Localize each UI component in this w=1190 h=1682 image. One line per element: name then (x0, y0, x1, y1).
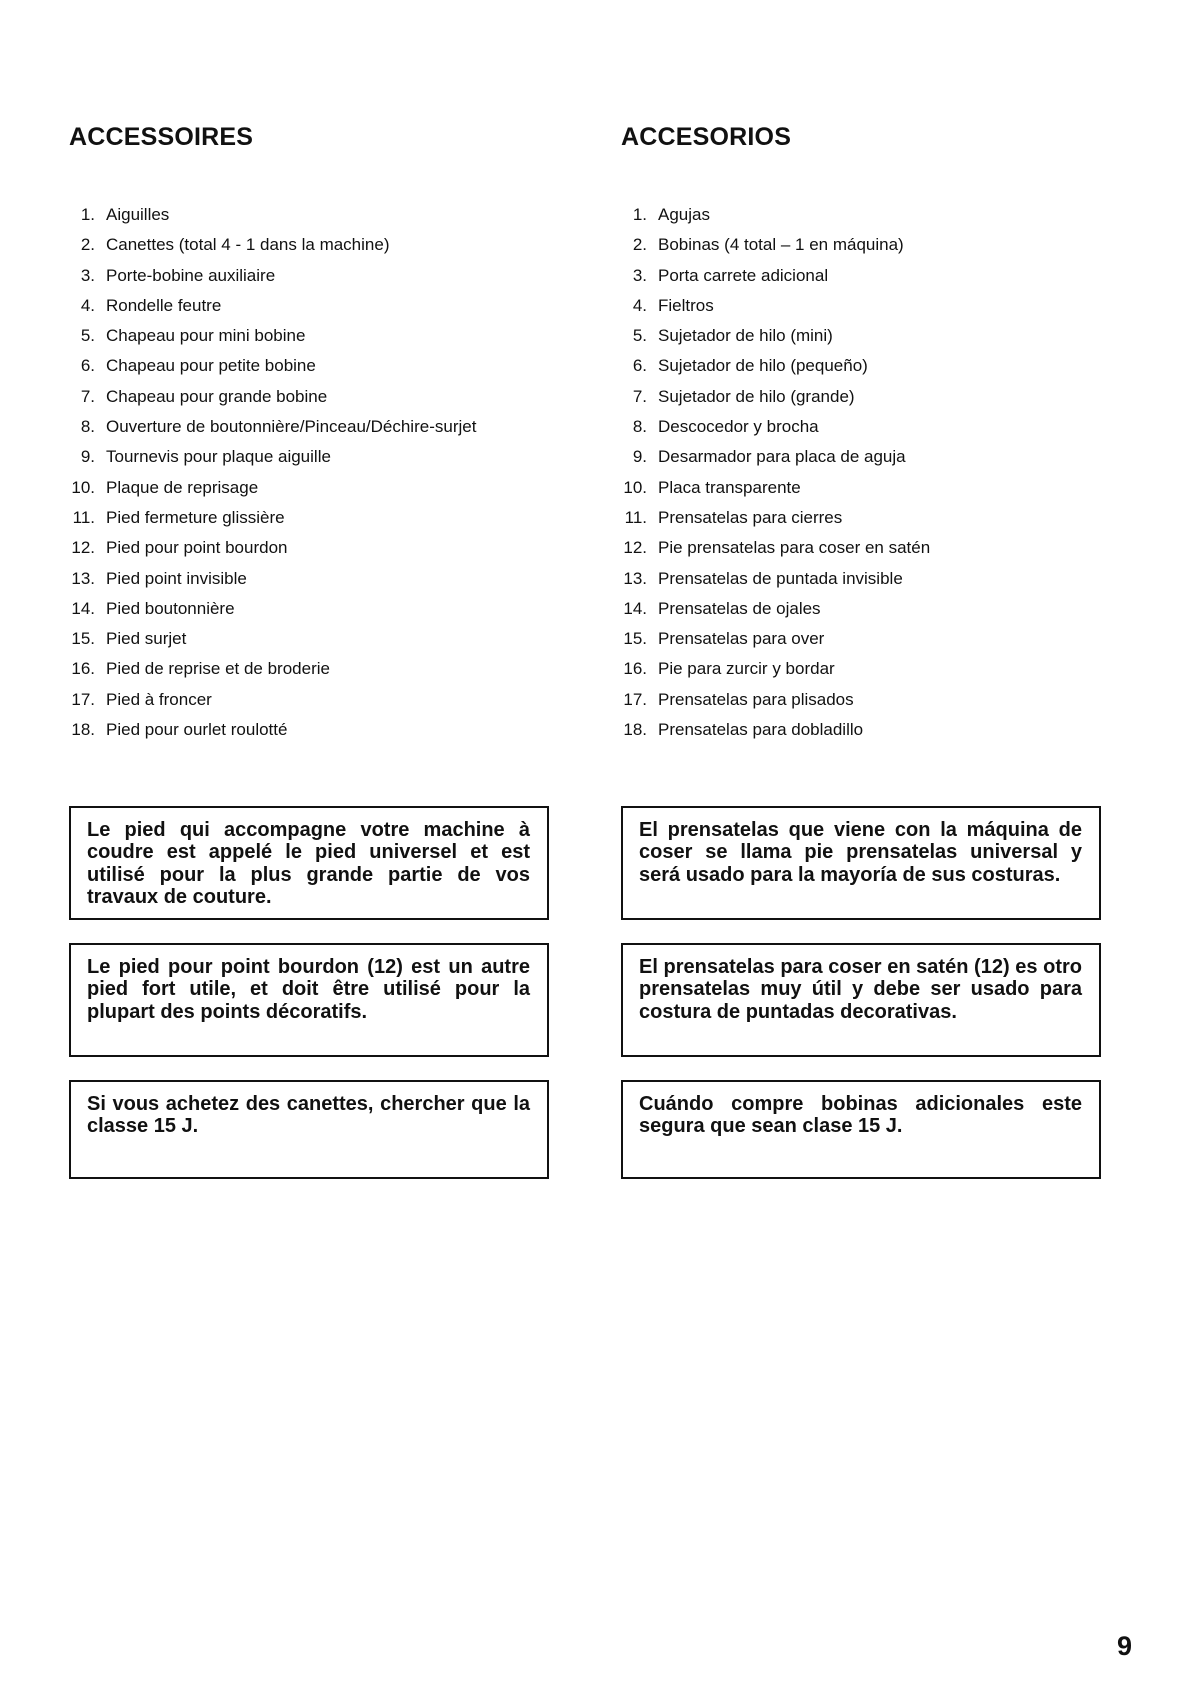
list-item (60, 594, 476, 624)
list-item (60, 230, 476, 260)
french-note-satin-foot: Le pied pour point bourdon (12) est un autre pied fort utile, et doit être utilisé pour la plupart des points décoratifs. (69, 943, 549, 1057)
item-number: 15. (71, 629, 95, 649)
item-text: Chapeau pour mini bobine (106, 326, 306, 346)
list-item (612, 564, 930, 594)
list-item (60, 200, 476, 230)
list-item (60, 624, 476, 654)
item-number: 18. (623, 720, 647, 740)
item-number: 17. (623, 689, 647, 709)
item-text: Fieltros (658, 295, 714, 315)
item-number: 7. (80, 386, 95, 406)
item-text: Agujas (658, 205, 710, 224)
item-number: 3. (80, 265, 95, 285)
item-number: 9. (632, 447, 647, 467)
list-item (60, 351, 476, 381)
french-note-universal-foot: Le pied qui accompagne votre machine à coudre est appelé le pied universel et est utilisé pour la plus grande partie de vos travaux de couture. (69, 806, 549, 920)
item-number: 5. (80, 326, 95, 346)
item-text: Plaque de reprisage (106, 477, 259, 497)
item-text: Placa transparente (658, 477, 801, 497)
item-text: Chapeau pour petite bobine (106, 356, 316, 376)
list-item (612, 685, 930, 715)
spanish-heading: ACCESORIOS (621, 123, 792, 151)
item-number: 18. (71, 720, 95, 740)
item-text: Aiguilles (106, 205, 170, 224)
item-text: Sujetador de hilo (grande) (658, 386, 855, 406)
item-number: 13. (71, 568, 95, 588)
item-number: 17. (71, 689, 95, 709)
item-text: Sujetador de hilo (mini) (658, 326, 833, 346)
item-text: Bobinas (4 total – 1 en máquina) (658, 235, 904, 255)
list-item (612, 503, 930, 533)
list-item (612, 473, 930, 503)
item-text: Pied pour point bourdon (106, 538, 288, 558)
list-item (612, 230, 930, 260)
list-item (60, 291, 476, 321)
item-number: 4. (632, 295, 647, 315)
french-heading: ACCESSOIRES (69, 123, 254, 151)
spanish-note-universal-foot: El prensatelas que viene con la máquina de coser se llama pie prensatelas universal y será usado para la mayoría de sus costuras. (621, 806, 1101, 920)
item-text: Prensatelas para over (658, 629, 825, 649)
item-number: 14. (71, 598, 95, 618)
list-item (612, 351, 930, 381)
item-number: 11. (72, 507, 95, 527)
item-text: Prensatelas para dobladillo (658, 720, 864, 740)
item-number: 15. (623, 629, 647, 649)
item-text: Pied à froncer (106, 689, 212, 709)
item-text: Ouverture de boutonnière/Pinceau/Déchire-surjet (106, 417, 477, 437)
item-text: Pied point invisible (106, 568, 247, 588)
item-text: Prensatelas para cierres (658, 507, 843, 527)
item-text: Porta carrete adicional (658, 265, 829, 285)
list-item (60, 533, 476, 563)
list-item (60, 382, 476, 412)
item-text: Desarmador para placa de aguja (658, 447, 906, 467)
list-item (60, 654, 476, 684)
list-item (612, 321, 930, 351)
list-item (60, 503, 476, 533)
item-text: Pie para zurcir y bordar (658, 659, 835, 679)
item-number: 8. (80, 417, 95, 437)
item-number: 1. (80, 205, 95, 224)
list-item (612, 624, 930, 654)
french-accessory-list (60, 200, 476, 745)
item-number: 1. (632, 205, 647, 224)
item-number: 5. (632, 326, 647, 346)
spanish-note-satin-foot: El prensatelas para coser en satén (12) es otro prensatelas muy útil y debe ser usado para costura de puntadas decorativas. (621, 943, 1101, 1057)
list-item (612, 654, 930, 684)
item-number: 8. (632, 417, 647, 437)
french-note-bobbins: Si vous achetez des canettes, chercher que la classe 15 J. (69, 1080, 549, 1179)
item-text: Pied boutonnière (106, 598, 235, 618)
list-item (60, 321, 476, 351)
item-number: 13. (623, 568, 647, 588)
item-number: 11. (624, 507, 647, 527)
list-item (60, 564, 476, 594)
item-text: Pied fermeture glissière (106, 507, 285, 527)
item-number: 14. (623, 598, 647, 618)
item-text: Pied pour ourlet roulotté (106, 720, 288, 740)
page-number: 9 (1116, 1631, 1132, 1661)
item-text: Prensatelas de ojales (658, 598, 821, 618)
item-number: 10. (71, 477, 95, 497)
list-item (612, 261, 930, 291)
item-text: Canettes (total 4 - 1 dans la machine) (106, 235, 390, 255)
list-item (612, 291, 930, 321)
item-text: Tournevis pour plaque aiguille (106, 447, 331, 467)
item-text: Pie prensatelas para coser en satén (658, 538, 931, 558)
list-item (60, 442, 476, 472)
item-text: Prensatelas de puntada invisible (658, 568, 903, 588)
list-item (612, 442, 930, 472)
item-number: 2. (632, 235, 647, 255)
item-number: 9. (80, 447, 95, 467)
list-item (60, 412, 476, 442)
item-text: Rondelle feutre (106, 295, 222, 315)
list-item (60, 685, 476, 715)
list-item (612, 200, 930, 230)
spanish-column (552, 0, 1152, 800)
item-text: Pied de reprise et de broderie (106, 659, 330, 679)
list-item (612, 533, 930, 563)
item-text: Descocedor y brocha (658, 417, 819, 437)
item-number: 12. (623, 538, 647, 558)
list-item (612, 594, 930, 624)
item-text: Prensatelas para plisados (658, 689, 854, 709)
item-number: 2. (80, 235, 95, 255)
item-text: Sujetador de hilo (pequeño) (658, 356, 868, 376)
list-item (612, 715, 930, 745)
item-number: 6. (80, 356, 95, 376)
list-item (612, 382, 930, 412)
spanish-note-bobbins: Cuándo compre bobinas adicionales este segura que sean clase 15 J. (621, 1080, 1101, 1179)
item-number: 16. (623, 659, 647, 679)
list-item (60, 473, 476, 503)
list-item (612, 412, 930, 442)
list-item (60, 261, 476, 291)
item-number: 10. (623, 477, 647, 497)
item-number: 6. (632, 356, 647, 376)
spanish-accessory-list (612, 200, 930, 745)
french-column (0, 0, 600, 800)
item-number: 4. (80, 295, 95, 315)
item-number: 16. (71, 659, 95, 679)
item-text: Porte-bobine auxiliaire (106, 265, 276, 285)
item-number: 12. (71, 538, 95, 558)
list-item (60, 715, 476, 745)
item-number: 7. (632, 386, 647, 406)
item-text: Chapeau pour grande bobine (106, 386, 328, 406)
item-number: 3. (632, 265, 647, 285)
item-text: Pied surjet (106, 629, 187, 649)
